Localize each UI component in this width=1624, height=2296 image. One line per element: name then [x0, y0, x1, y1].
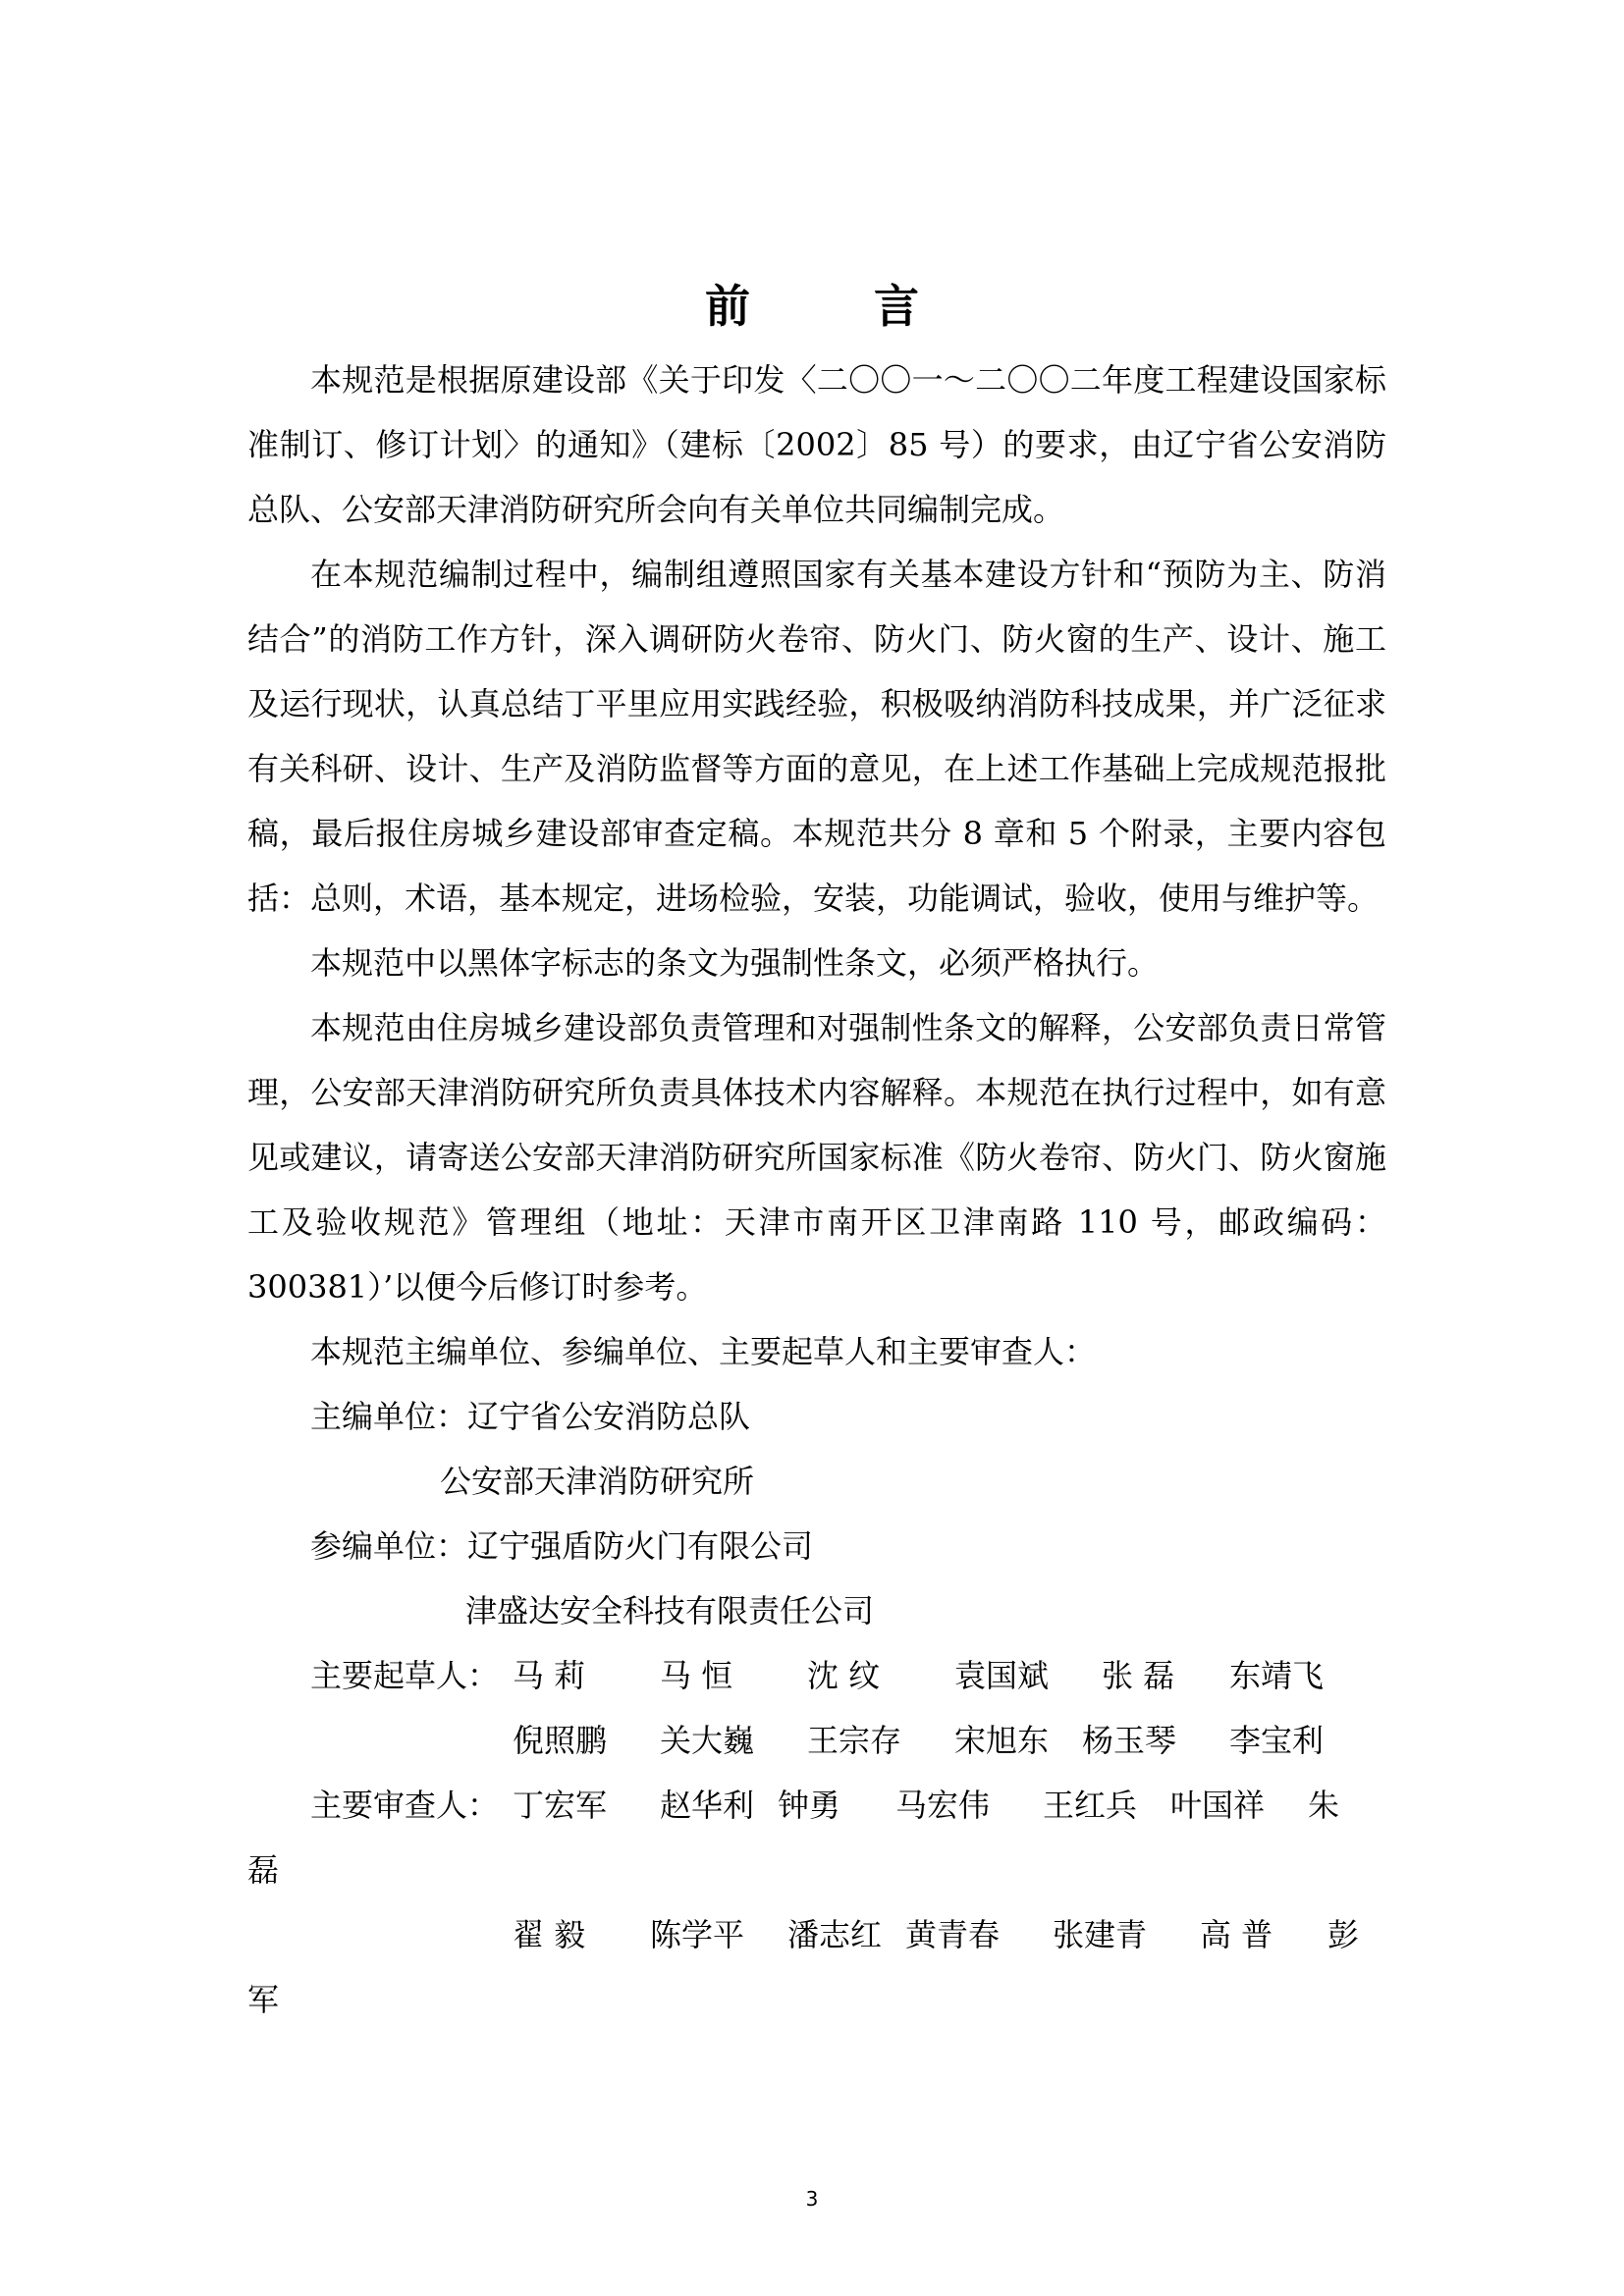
paragraph-management: 本规范由住房城乡建设部负责管理和对强制性条文的解释，公安部负责日常管理，公安部天津消防研究所负责具体技术内容解释。本规范在执行过程中，如有意见或建议，请寄送公安部天津消防研究所国家标准《防火卷帘、防火门、防火窗施工及验收规范》管理组（地址：天津市南开区卫津南路 110 号，邮政编码：300381）’以便今后修订时参考。 [247, 1009, 1386, 1306]
reviewer-name: 翟 毅 [513, 1916, 586, 1953]
drafter-name: 李宝利 [1229, 1722, 1325, 1759]
paragraph-basis: 本规范是根据原建设部《关于印发〈二〇〇一～二〇〇二年度工程建设国家标准制订、修订计划〉的通知》（建标〔2002〕85 号）的要求，由辽宁省公安消防总队、公安部天津消防研究所会向有关单位共同编制完成。 [247, 361, 1386, 528]
paragraph-process: 在本规范编制过程中，编制组遵照国家有关基本建设方针和“预防为主、防消结合”的消防工作方针，深入调研防火卷帘、防火门、防火窗的生产、设计、施工及运行现状，认真总结丁平里应用实践经验，积极吸纳消防科技成果，并广泛征求有关科研、设计、生产及消防监督等方面的意见，在上述工作基础上完成规范报批稿，最后报住房城乡建设部审查定稿。本规范共分 8 章和 5 个附录，主要内容包括：总则，术语，基本规定，进场检验，安装，功能调试，验收，使用与维护等。 [247, 556, 1386, 917]
participating-units-line [247, 1514, 1386, 1578]
page-number: 3 [805, 2187, 819, 2211]
drafter-name: 袁国斌 [954, 1657, 1050, 1694]
drafters-line-1 [247, 1643, 1386, 1708]
reviewer-name: 叶国祥 [1170, 1787, 1266, 1824]
reviewer-name: 王红兵 [1043, 1787, 1138, 1824]
drafters-line-2 [247, 1708, 1386, 1773]
drafters-label: 主要起草人： [310, 1657, 500, 1694]
drafter-name: 东靖飞 [1229, 1657, 1325, 1694]
participating-unit-1: 辽宁强盾防火门有限公司 [467, 1527, 814, 1565]
drafter-name: 马 恒 [660, 1657, 733, 1694]
chief-units-label: 主编单位： [310, 1398, 468, 1435]
page-title: 前 言 [705, 280, 958, 333]
drafter-name: 宋旭东 [954, 1722, 1050, 1759]
drafter-name: 马 莉 [513, 1657, 586, 1694]
chief-units-line [247, 1384, 1386, 1449]
chief-unit-2: 公安部天津消防研究所 [440, 1463, 755, 1500]
drafter-name: 关大巍 [660, 1722, 755, 1759]
reviewers-line-1 [247, 1773, 1386, 1838]
reviewers-wrap-2: 军 [247, 1981, 280, 2018]
reviewer-name: 张建青 [1053, 1916, 1148, 1953]
reviewer-name: 丁宏军 [513, 1787, 608, 1824]
reviewer-name: 钟勇 [778, 1787, 841, 1824]
reviewer-name: 赵华利 [660, 1787, 755, 1824]
paragraph-contributors-intro: 本规范主编单位、参编单位、主要起草人和主要审查人： [310, 1333, 1097, 1370]
chief-unit-1: 辽宁省公安消防总队 [467, 1398, 751, 1435]
reviewer-name: 陈学平 [650, 1916, 745, 1953]
reviewers-wrap-1: 磊 [247, 1851, 280, 1889]
reviewers-line-2 [247, 1902, 1386, 1967]
reviewer-name: 彭 [1327, 1916, 1360, 1953]
reviewers-label: 主要审查人： [310, 1787, 500, 1824]
reviewer-name: 马宏伟 [895, 1787, 991, 1824]
reviewer-name: 潘志红 [787, 1916, 883, 1953]
preface-body [247, 347, 1386, 2032]
drafter-name: 沈 纹 [807, 1657, 881, 1694]
paragraph-mandatory: 本规范中以黑体字标志的条文为强制性条文，必须严格执行。 [310, 944, 1160, 982]
drafter-name: 杨玉琴 [1082, 1722, 1177, 1759]
drafter-name: 王宗存 [807, 1722, 902, 1759]
reviewer-name: 朱 [1308, 1787, 1340, 1824]
drafter-name: 张 磊 [1102, 1657, 1175, 1694]
participating-units-label: 参编单位： [310, 1527, 468, 1565]
participating-unit-2: 津盛达安全科技有限责任公司 [465, 1592, 875, 1629]
reviewer-name: 黄青春 [905, 1916, 1001, 1953]
reviewer-name: 高 普 [1200, 1916, 1273, 1953]
drafter-name: 倪照鹏 [513, 1722, 608, 1759]
